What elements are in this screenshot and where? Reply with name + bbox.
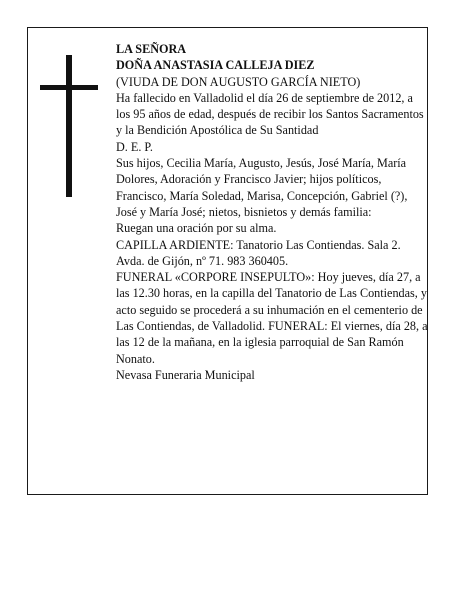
family-paragraph: Sus hijos, Cecilia María, Augusto, Jesús, José María, María Dolores, Adoración y Francisco Javier; hijos políticos, Francisco, María Soledad, Marisa, Concepción, Gabriel (?), José y María José; nietos, bisnietos y demás familia: [116,156,408,219]
funeral-home-line: Nevasa Funeraria Municipal [116,367,255,382]
dep-line: D. E. P. [116,139,153,154]
chapel-paragraph: CAPILLA ARDIENTE: Tanatorio Las Contiendas. Sala 2. Avda. de Gijón, nº 71. 983 360405. [116,237,401,268]
cross-horizontal-bar [40,85,98,90]
obituary-card [27,27,428,495]
deceased-name: DOÑA ANASTASIA CALLEJA DIEZ [116,58,315,73]
widow-line: (VIUDA DE DON AUGUSTO GARCÍA NIETO) [116,74,361,89]
cross-vertical-bar [66,55,72,197]
obituary-text [116,41,428,383]
funeral-paragraph: FUNERAL «CORPORE INSEPULTO»: Hoy jueves, día 27, a las 12.30 horas, en la capilla del Tanatorio de Las Contiendas, y acto seguido se procederá a su inhumación en el cementerio de Las Contiendas, de Valladolid. FUNERAL: El viernes, día 28, a las 12 de la mañana, en la iglesia parroquial de San Ramón Nonato. [116,270,428,366]
title-line: LA SEÑORA [116,42,187,56]
death-paragraph: Ha fallecido en Valladolid el día 26 de septiembre de 2012, a los 95 años de edad, después de recibir los Santos Sacramentos y la Bendición Apostólica de Su Santidad [116,90,424,138]
prayer-line: Ruegan una oración por su alma. [116,221,277,236]
